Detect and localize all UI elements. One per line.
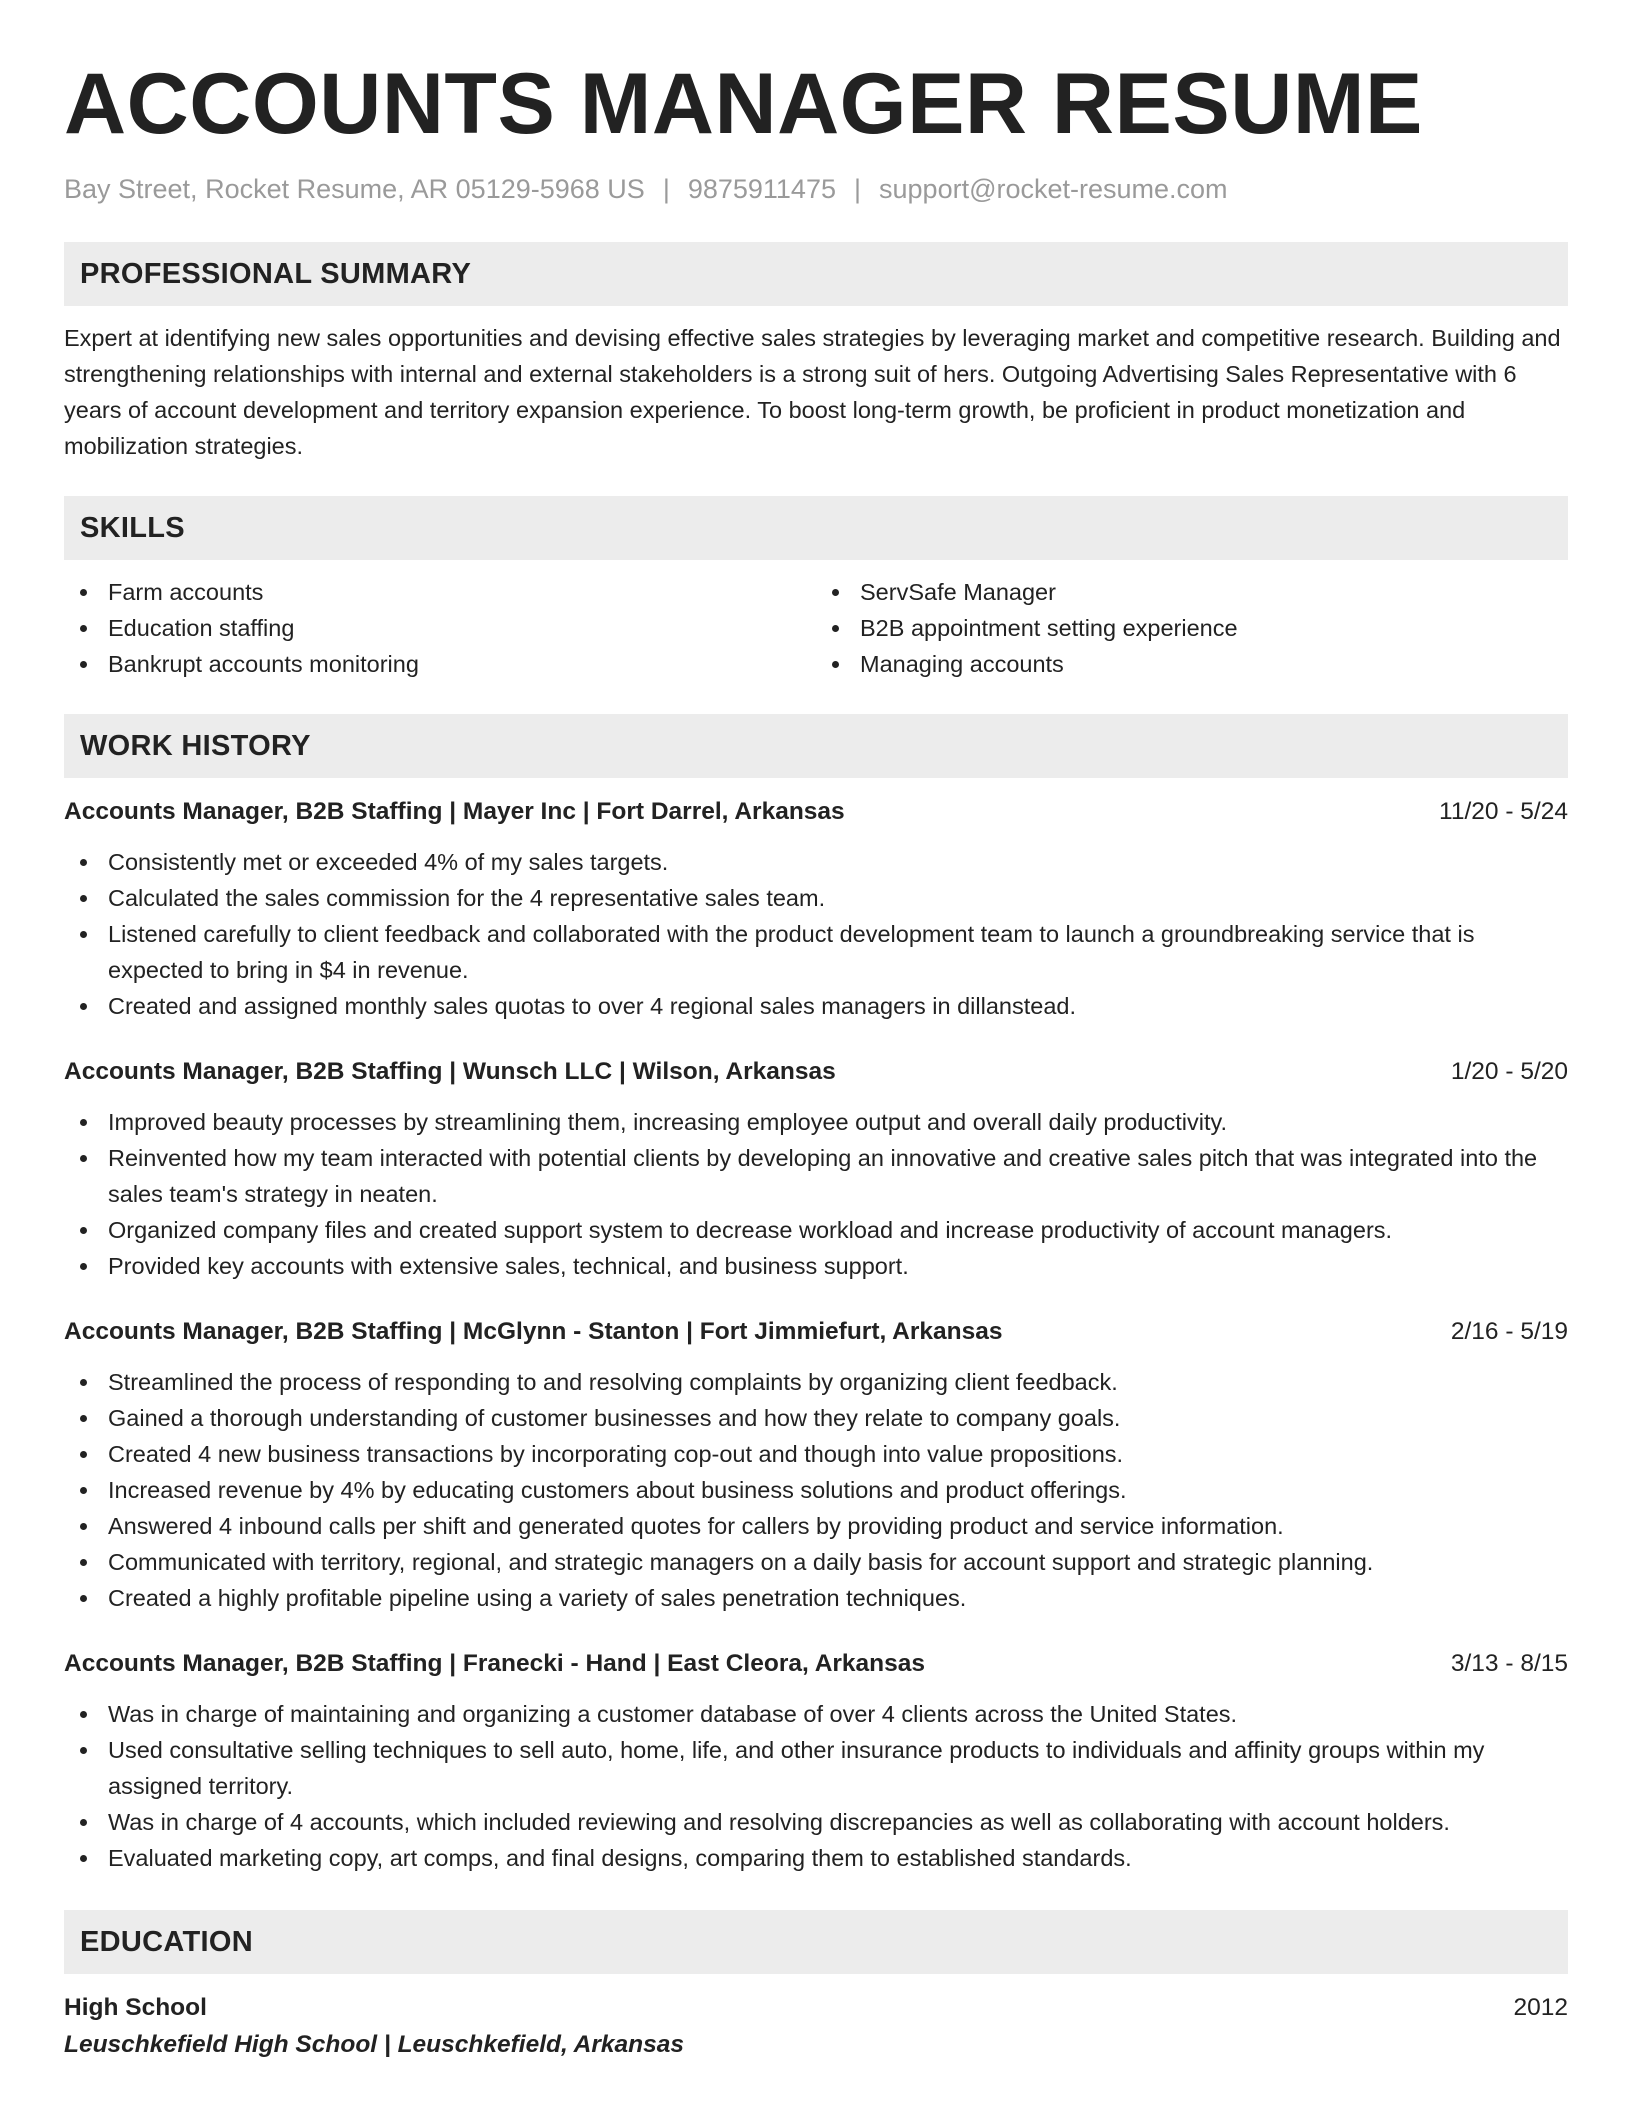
job-bullet: Calculated the sales commission for the 4 representative sales team. (64, 880, 1568, 916)
contact-separator: | (854, 174, 862, 204)
job-bullet: Consistently met or exceeded 4% of my sales targets. (64, 844, 1568, 880)
education-year: 2012 (1513, 1994, 1568, 2021)
skill-item: ServSafe Manager (816, 574, 1568, 610)
job-title: Accounts Manager, B2B Staffing | McGlynn - Stanton | Fort Jimmiefurt, Arkansas (64, 1318, 1003, 1345)
job-bullet: Answered 4 inbound calls per shift and generated quotes for callers by providing product and service information. (64, 1508, 1568, 1544)
job-bullet: Used consultative selling techniques to sell auto, home, life, and other insurance products to individuals and affinity groups within my assigned territory. (64, 1732, 1568, 1804)
job-bullet: Streamlined the process of responding to and resolving complaints by organizing client feedback. (64, 1364, 1568, 1400)
job-title: Accounts Manager, B2B Staffing | Franecki - Hand | East Cleora, Arkansas (64, 1650, 926, 1677)
skill-item: Bankrupt accounts monitoring (64, 646, 816, 682)
job-bullet: Provided key accounts with extensive sales, technical, and business support. (64, 1248, 1568, 1284)
job-bullet: Increased revenue by 4% by educating customers about business solutions and product offerings. (64, 1472, 1568, 1508)
job-entry (64, 1646, 1568, 1876)
job-bullet: Created 4 new business transactions by incorporating cop-out and though into value propositions. (64, 1436, 1568, 1472)
job-bullets (64, 844, 1568, 1024)
job-entry (64, 1314, 1568, 1616)
skill-item: B2B appointment setting experience (816, 610, 1568, 646)
job-dates: 1/20 - 5/20 (1450, 1058, 1568, 1085)
job-bullets (64, 1364, 1568, 1616)
job-bullets (64, 1696, 1568, 1876)
skill-item: Managing accounts (816, 646, 1568, 682)
job-dates: 3/13 - 8/15 (1450, 1650, 1568, 1677)
job-bullet: Evaluated marketing copy, art comps, and final designs, comparing them to established standards. (64, 1840, 1568, 1876)
contact-phone: 9875911475 (687, 174, 836, 204)
contact-email: support@rocket-resume.com (879, 174, 1228, 204)
skills-section (64, 496, 1568, 682)
summary-heading: PROFESSIONAL SUMMARY (64, 242, 1568, 306)
skills-list (64, 574, 1568, 682)
job-bullet: Created a highly profitable pipeline using a variety of sales penetration techniques. (64, 1580, 1568, 1616)
skill-item: Education staffing (64, 610, 816, 646)
job-bullet: Organized company files and created support system to decrease workload and increase productivity of account managers. (64, 1212, 1568, 1248)
job-header (64, 1646, 1568, 1682)
job-dates: 11/20 - 5/24 (1439, 798, 1568, 825)
job-header (64, 1314, 1568, 1350)
skills-heading: SKILLS (64, 496, 1568, 560)
education-section (64, 1910, 1568, 2064)
education-school: Leuschkefield High School | Leuschkefield, Arkansas (64, 2031, 684, 2058)
job-title: Accounts Manager, B2B Staffing | Mayer Inc | Fort Darrel, Arkansas (64, 798, 845, 825)
summary-section (64, 242, 1568, 464)
education-entry (64, 1990, 1568, 2064)
job-bullet: Improved beauty processes by streamlining them, increasing employee output and overall daily productivity. (64, 1104, 1568, 1140)
job-header (64, 794, 1568, 830)
education-degree: High School (64, 1994, 207, 2021)
job-entry (64, 794, 1568, 1024)
contact-separator: | (662, 174, 670, 204)
work-history-section (64, 714, 1568, 1876)
education-heading: EDUCATION (64, 1910, 1568, 1974)
job-bullet: Communicated with territory, regional, and strategic managers on a daily basis for account support and strategic planning. (64, 1544, 1568, 1580)
job-dates: 2/16 - 5/19 (1450, 1318, 1568, 1345)
job-bullet: Reinvented how my team interacted with potential clients by developing an innovative and creative sales pitch that was integrated into the sales team's strategy in neaten. (64, 1140, 1568, 1212)
job-entry (64, 1054, 1568, 1284)
job-bullet: Was in charge of 4 accounts, which included reviewing and resolving discrepancies as well as collaborating with account holders. (64, 1804, 1568, 1840)
contact-line (64, 170, 1568, 208)
job-bullet: Listened carefully to client feedback and collaborated with the product development team to launch a groundbreaking service that is expected to bring in $4 in revenue. (64, 916, 1568, 988)
education-header (64, 1990, 1568, 2026)
job-bullet: Created and assigned monthly sales quotas to over 4 regional sales managers in dillanstead. (64, 988, 1568, 1024)
skill-item: Farm accounts (64, 574, 816, 610)
job-bullets (64, 1104, 1568, 1284)
job-bullet: Was in charge of maintaining and organizing a customer database of over 4 clients across the United States. (64, 1696, 1568, 1732)
skills-column-left (64, 574, 816, 682)
work-history-heading: WORK HISTORY (64, 714, 1568, 778)
contact-address: Bay Street, Rocket Resume, AR 05129-5968 US (64, 174, 645, 204)
resume-title: ACCOUNTS MANAGER RESUME (64, 56, 1423, 152)
job-title: Accounts Manager, B2B Staffing | Wunsch LLC | Wilson, Arkansas (64, 1058, 836, 1085)
skills-column-right (816, 574, 1568, 682)
summary-text: Expert at identifying new sales opportunities and devising effective sales strategies by leveraging market and competitive research. Building and strengthening relationships with internal and external stakeholders is a strong suit of hers. Outgoing Advertising Sales Representative with 6 years of account development and territory expansion experience. To boost long-term growth, be proficient in product monetization and mobilization strategies. (64, 325, 1561, 459)
job-bullet: Gained a thorough understanding of customer businesses and how they relate to company goals. (64, 1400, 1568, 1436)
job-header (64, 1054, 1568, 1090)
